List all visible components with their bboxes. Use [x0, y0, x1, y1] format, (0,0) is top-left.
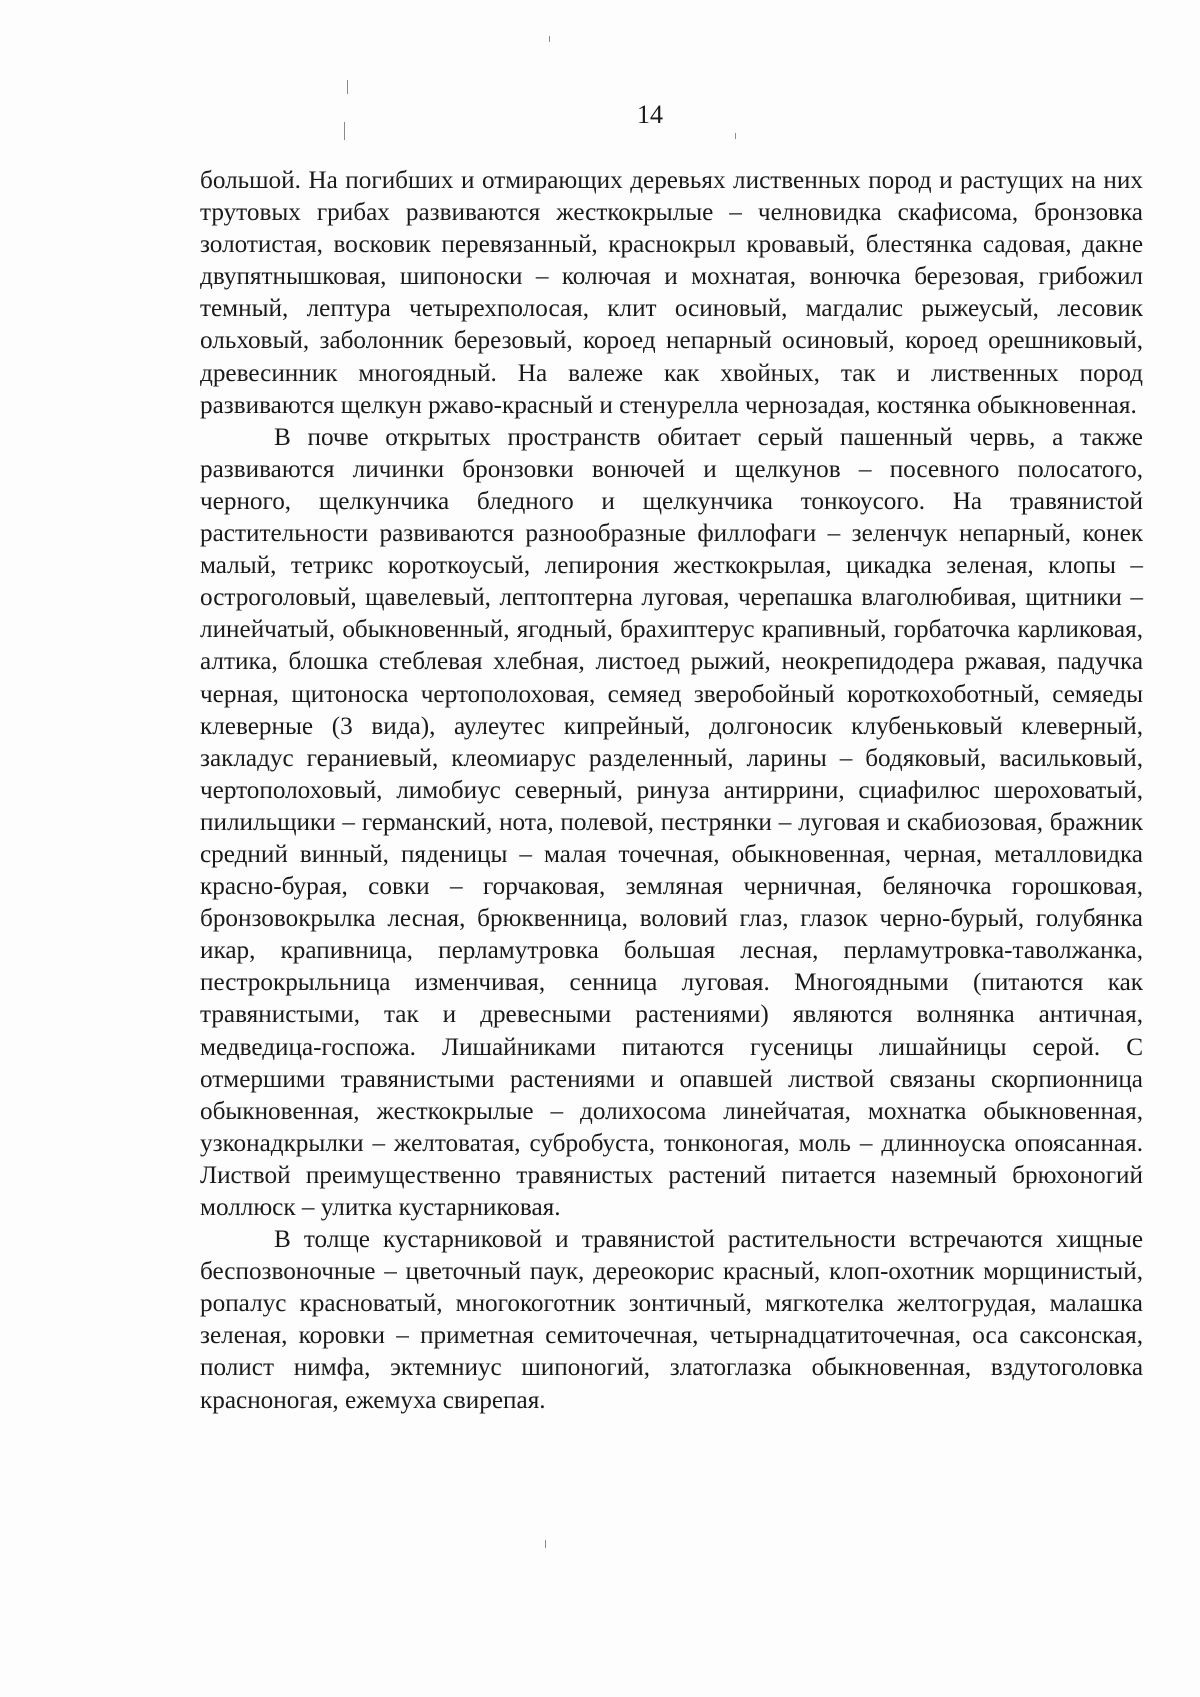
paragraph-soil-and-grass-fauna: В почве открытых пространств обитает серый пашенный червь, а также развиваются личинки бронзовки вонючей и щелкунов – посевного полосатого, черного, щелкунчика бледного и щелкунчика тонкоусого. На травянистой растительности развиваются разнообразные филлофаги – зеленчук непарный, конек малый, тетрикс короткоусый, лепирония жесткокрылая, цикадка зеленая, клопы – остроголовый, щавелевый, лептоптерна луговая, черепашка влаголюбивая, щитники – линейчатый, обыкновенный, ягодный, брахиптерус крапивный, горбаточка карликовая, алтика, блошка стеблевая хлебная, листоед рыжий, неокрепидодера ржавая, падучка черная, щитоноска чертополоховая, семяед зверобойный короткохоботный, семяеды клеверные (3 вида), аулеутес кипрейный, долгоносик клубеньковый клеверный, закладус гераниевый, клеомиарус разделенный, ларины – бодяковый, васильковый, чертополоховый, лимобиус северный, ринуза антиррини, сциафилюс шероховатый, пилильщики – германский, нота, полевой, пестрянки – луговая и скабиозовая, бражник средний винный, пяденицы – малая точечная, обыкновенная, черная, металловидка красно-бурая, совки – горчаковая, земляная черничная, беляночка горошковая, бронзовокрылка лесная, брюквенница, воловий глаз, глазок черно-бурый, голубянка икар, крапивница, перламутровка большая лесная, перламутровка-таволжанка, пестрокрыльница изменчивая, сенница луговая. Многоядными (питаются как травянистыми, так и древесными растениями) являются волнянка античная, медведица-госпожа. Лишайниками питаются гусеницы лишайницы серой. С отмершими травянистыми растениями и опавшей листвой связаны скорпионница обыкновенная, жесткокрылые – долихосома линейчатая, мохнатка обыкновенная, узконадкрылки – желтоватая, субробуста, тонконогая, моль – длинноуска опоясанная. Листвой преимущественно травянистых растений питается наземный брюхоногий моллюск – улитка кустарниковая. — [200, 423, 1143, 1221]
page-number: 14 — [637, 100, 663, 129]
scan-artifact — [347, 80, 348, 94]
scan-artifact — [549, 36, 550, 42]
scan-artifact — [735, 133, 736, 139]
paragraph-predatory-invertebrates: В толще кустарниковой и травянистой растительности встречаются хищные беспозвоночные – цветочный паук, дереокорис красный, клоп-охотник морщинистый, ропалус красноватый, многокоготник зонтичный, мягкотелка желтогрудая, малашка зеленая, коровки – приметная семиточечная, четырнадцатиточечная, оса саксонская, полист нимфа, эктемниус шипоногий, златоглазка обыкновенная, вздутоголовка красноногая, ежемуха свирепая. — [200, 1226, 1143, 1414]
paragraph-continuation: большой. На погибших и отмирающих деревьях лиственных пород и растущих на них трутовых грибах развиваются жесткокрылые – челновидка скафисома, бронзовка золотистая, восковик перевязанный, краснокрыл кровавый, блестянка садовая, дакне двупятнышковая, шипоноски – колючая и мохнатая, вонючка березовая, грибожил темный, лептура четырехполосая, клит осиновый, магдалис рыжеусый, лесовик ольховый, заболонник березовый, короед непарный осиновый, короед орешниковый, древесинник многоядный. На валеже как хвойных, так и лиственных пород развиваются щелкун ржаво-красный и стенурелла чернозадая, костянка обыкновенная. — [200, 167, 1143, 419]
document-body — [200, 165, 1143, 1417]
scan-artifact — [545, 1540, 546, 1548]
